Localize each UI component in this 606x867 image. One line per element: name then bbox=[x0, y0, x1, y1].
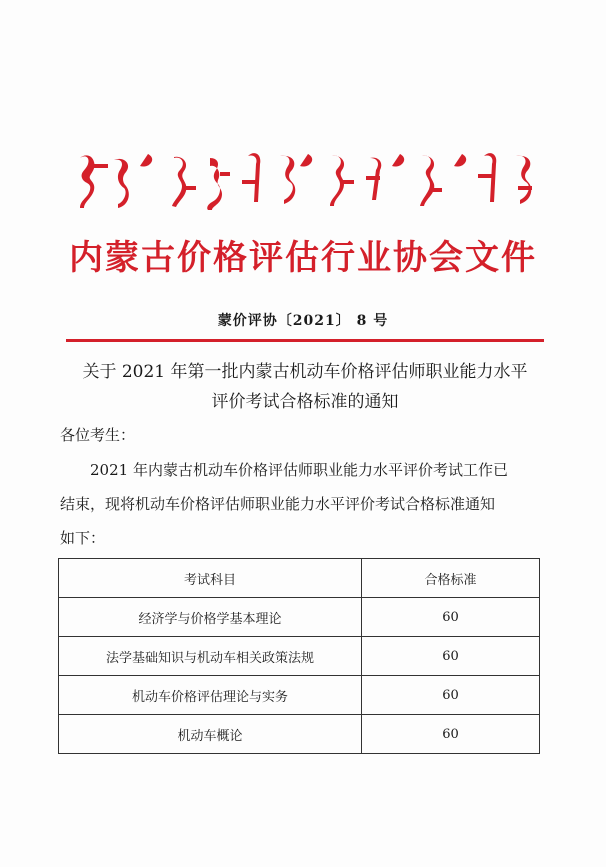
paragraph-line-3: 如下： bbox=[60, 529, 106, 547]
notice-title-line-2: 评价考试合格标准的通知 bbox=[211, 392, 399, 412]
letterhead-title: 内蒙古价格评估行业协会文件 bbox=[69, 238, 537, 278]
paragraph-line-2: 结束，现将机动车价格评估师职业能力水平评价考试合格标准通知 bbox=[60, 495, 496, 513]
score-cell: 60 bbox=[362, 715, 540, 754]
score-cell: 60 bbox=[362, 676, 540, 715]
subject-cell: 经济学与价格学基本理论 bbox=[59, 598, 362, 637]
notice-title bbox=[60, 357, 550, 417]
header-subject: 考试科目 bbox=[59, 559, 362, 598]
header-score: 合格标准 bbox=[362, 559, 540, 598]
score-cell: 60 bbox=[362, 637, 540, 676]
red-divider-rule bbox=[66, 339, 544, 342]
document-number: 蒙价评协〔2021〕 8 号 bbox=[217, 313, 389, 329]
notice-paragraph bbox=[60, 453, 548, 555]
subject-cell: 机动车概论 bbox=[59, 715, 362, 754]
mongolian-script-image bbox=[70, 150, 540, 212]
notice-title-line-1: 关于 2021 年第一批内蒙古机动车价格评估师职业能力水平 bbox=[82, 362, 528, 382]
mongolian-script-letterhead bbox=[70, 150, 540, 212]
subject-cell: 法学基础知识与机动车相关政策法规 bbox=[59, 637, 362, 676]
table-row bbox=[59, 715, 540, 754]
passing-standards-table bbox=[58, 558, 540, 754]
table-row bbox=[59, 637, 540, 676]
table-header-row bbox=[59, 559, 540, 598]
table-row bbox=[59, 598, 540, 637]
table-row bbox=[59, 676, 540, 715]
salutation: 各位考生： bbox=[60, 426, 136, 444]
paragraph-line-1: 2021 年内蒙古机动车价格评估师职业能力水平评价考试工作已 bbox=[90, 461, 508, 479]
subject-cell: 机动车价格评估理论与实务 bbox=[59, 676, 362, 715]
score-cell: 60 bbox=[362, 598, 540, 637]
